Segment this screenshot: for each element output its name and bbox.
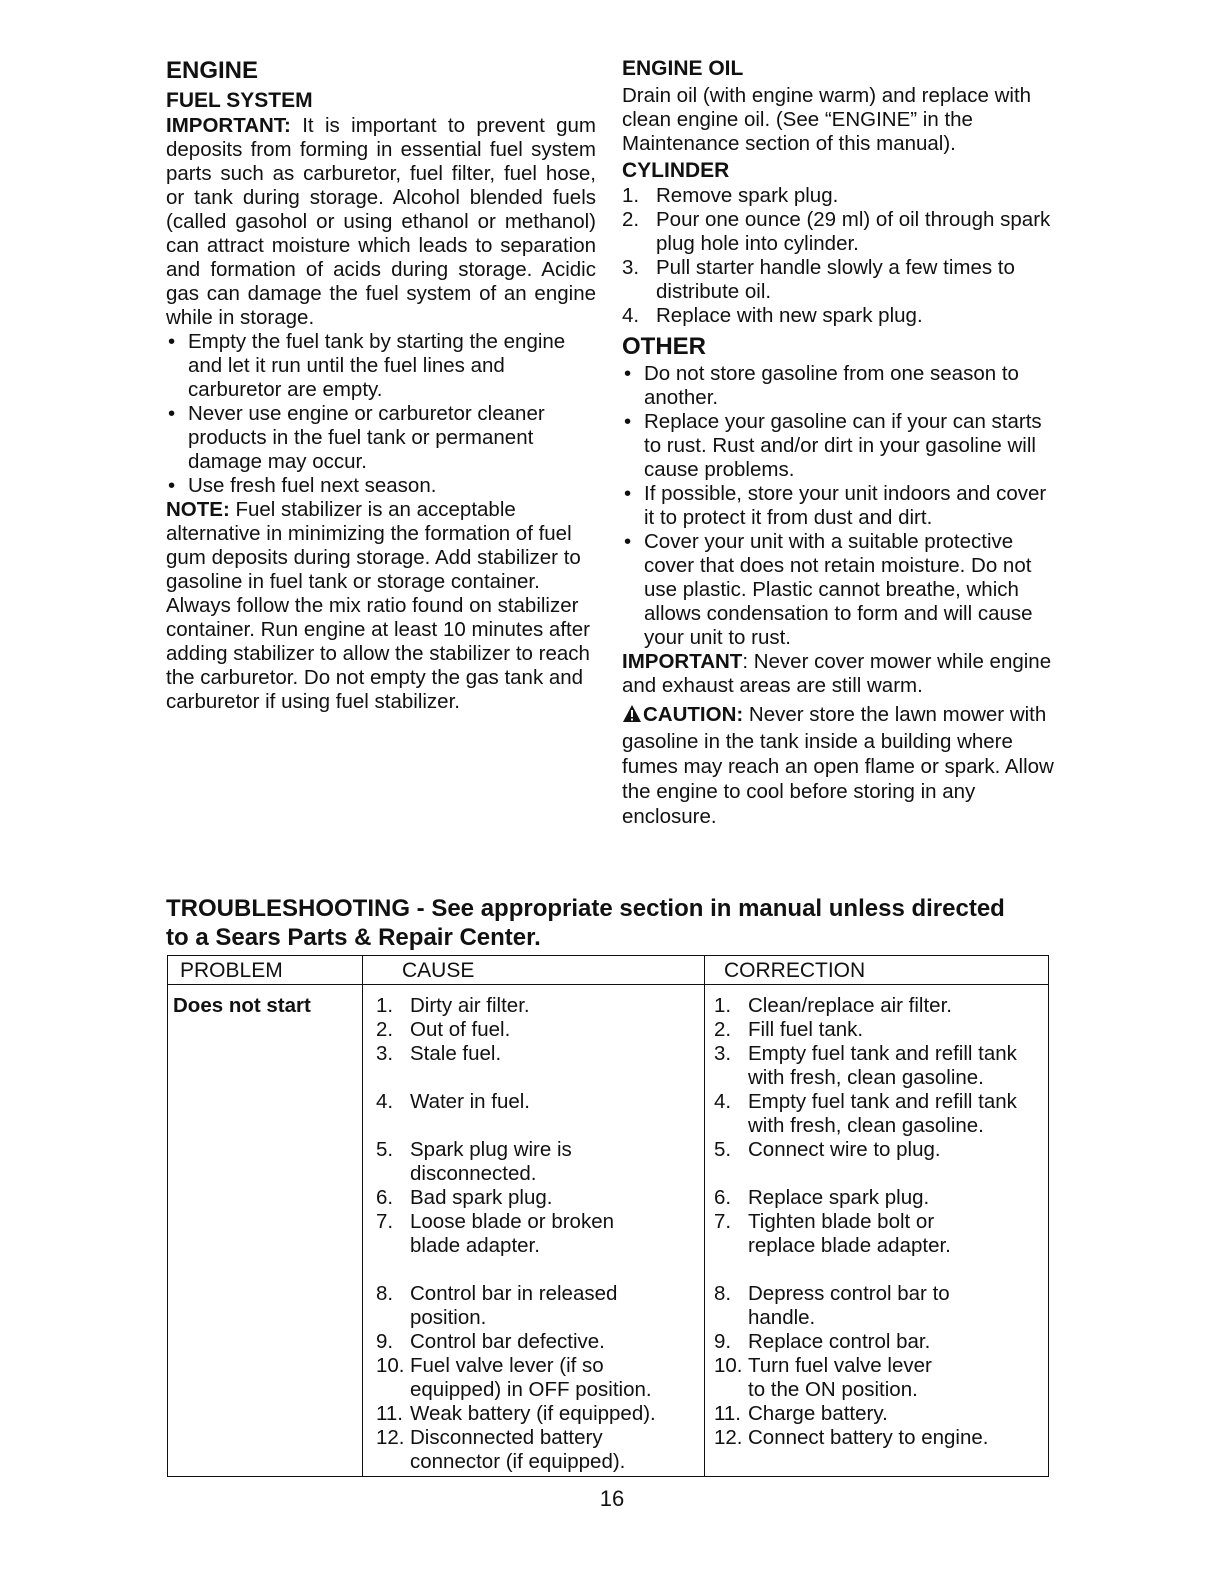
cylinder-steps: [622, 184, 1054, 328]
item-text: disconnected.: [410, 1162, 537, 1185]
item-text: Empty fuel tank and refill tank: [748, 1090, 1017, 1113]
bullet-icon: •: [168, 330, 176, 353]
item-number: 11.: [714, 1402, 741, 1425]
list-item: [166, 330, 596, 402]
item-number: 3.: [714, 1042, 732, 1065]
item-text: Out of fuel.: [410, 1018, 511, 1041]
left-column: [166, 56, 596, 714]
item-text: replace blade adapter.: [748, 1234, 951, 1257]
item-number: 2.: [376, 1018, 394, 1041]
caution-paragraph: [622, 702, 1054, 829]
item-text: Control bar in released: [410, 1282, 618, 1305]
list-item: [622, 410, 1054, 482]
item-number: 11.: [376, 1402, 403, 1425]
item-text: with fresh, clean gasoline.: [748, 1066, 984, 1089]
item-number: 2.: [714, 1018, 732, 1041]
item-number: 7.: [714, 1210, 732, 1233]
column-divider: [362, 956, 363, 1476]
important-text: : Never cover mower while engine and exhaust areas are still warm.: [622, 650, 1052, 697]
item-text: Stale fuel.: [410, 1042, 502, 1065]
item-number: 1.: [376, 994, 394, 1017]
list-item: [622, 184, 1054, 208]
bullet-icon: •: [624, 530, 632, 553]
bullet-text: Do not store gasoline from one season to another.: [644, 362, 1019, 409]
bullet-text: Never use engine or carburetor cleaner products in the fuel tank or permanent damage may occur.: [188, 402, 545, 473]
header-divider: [168, 984, 1048, 985]
item-text: Weak battery (if equipped).: [410, 1402, 656, 1425]
important-label: IMPORTANT:: [166, 114, 291, 137]
item-text: with fresh, clean gasoline.: [748, 1114, 984, 1137]
item-text: Turn fuel valve lever: [748, 1354, 932, 1377]
caution-text: Never store the lawn mower with gasoline in the tank inside a building where fumes may reach an open flame or spark. Allow the engine to cool before storing in any enclosure.: [622, 703, 1054, 828]
bullet-icon: •: [168, 402, 176, 425]
step-text: Pour one ounce (29 ml) of oil through spark plug hole into cylinder.: [656, 208, 1051, 255]
bullet-text: Use fresh fuel next season.: [188, 474, 437, 497]
important-text: It is important to prevent gum deposits from forming in essential fuel system parts such as carburetor, fuel filter, fuel hose, or tank during storage. Alcohol blended fuels (called gasohol or using ethanol or methanol) can attract moisture which leads to separation and formation of acids during storage. Acidic gas can damage the fuel system of an engine while in storage.: [166, 114, 596, 329]
bullet-icon: •: [624, 410, 632, 433]
bullet-icon: •: [624, 482, 632, 505]
item-text: Water in fuel.: [410, 1090, 531, 1113]
problem-does-not-start: Does not start: [173, 994, 311, 1017]
fuel-important-paragraph: [166, 114, 596, 330]
item-number: 10.: [714, 1354, 743, 1377]
list-item: [166, 474, 596, 498]
item-text: handle.: [748, 1306, 816, 1329]
bullet-text: Cover your unit with a suitable protective cover that does not retain moisture. Do not use plastic. Plastic cannot breathe, which allows condensation to form and will cause your unit to rust.: [644, 530, 1033, 649]
list-item: [622, 304, 1054, 328]
step-number: 2.: [622, 208, 640, 231]
item-number: 7.: [376, 1210, 394, 1233]
item-text: Fuel valve lever (if so: [410, 1354, 604, 1377]
item-text: Disconnected battery: [410, 1426, 603, 1449]
bullet-text: If possible, store your unit indoors and cover it to protect it from dust and dirt.: [644, 482, 1047, 529]
list-item: [166, 402, 596, 474]
engine-oil-paragraph: Drain oil (with engine warm) and replace with clean engine oil. (See “ENGINE” in the Maintenance section of this manual).: [622, 84, 1032, 155]
list-item: [622, 256, 1054, 304]
item-text: Fill fuel tank.: [748, 1018, 864, 1041]
step-text: Replace with new spark plug.: [656, 304, 923, 327]
other-important-paragraph: [622, 650, 1054, 698]
caution-warning-icon: [622, 704, 642, 729]
item-text: Empty fuel tank and refill tank: [748, 1042, 1017, 1065]
bullet-icon: •: [168, 474, 176, 497]
item-number: 4.: [376, 1090, 394, 1113]
cylinder-heading: CYLINDER: [622, 159, 730, 182]
item-text: Control bar defective.: [410, 1330, 605, 1353]
item-number: 9.: [376, 1330, 394, 1353]
item-text: Spark plug wire is: [410, 1138, 572, 1161]
caution-label: CAUTION:: [643, 703, 744, 726]
item-text: to the ON position.: [748, 1378, 918, 1401]
column-divider: [704, 956, 705, 1476]
step-number: 1.: [622, 184, 640, 207]
bullet-icon: •: [624, 362, 632, 385]
item-number: 10.: [376, 1354, 405, 1377]
step-number: 3.: [622, 256, 640, 279]
item-text: Charge battery.: [748, 1402, 888, 1425]
engine-oil-heading: ENGINE OIL: [622, 57, 744, 80]
item-number: 3.: [376, 1042, 394, 1065]
item-number: 5.: [376, 1138, 394, 1161]
bullet-text: Replace your gasoline can if your can starts to rust. Rust and/or dirt in your gasoline will cause problems.: [644, 410, 1042, 481]
troubleshooting-table: [167, 955, 1049, 1477]
item-number: 12.: [714, 1426, 743, 1449]
step-number: 4.: [622, 304, 640, 327]
item-number: 12.: [376, 1426, 405, 1449]
item-number: 4.: [714, 1090, 732, 1113]
step-text: Pull starter handle slowly a few times to distribute oil.: [656, 256, 1015, 303]
item-text: equipped) in OFF position.: [410, 1378, 652, 1401]
note-text: Fuel stabilizer is an acceptable alternative in minimizing the formation of fuel gum deposits during storage. Add stabilizer to gasoline in fuel tank or storage container. Always follow the mix ratio found on stabilizer container. Run engine at least 10 minutes after adding stabilizer to allow the stabilizer to reach the carburetor. Do not empty the gas tank and carburetor if using fuel stabilizer.: [166, 498, 590, 713]
item-number: 5.: [714, 1138, 732, 1161]
item-text: Bad spark plug.: [410, 1186, 553, 1209]
list-item: [622, 362, 1054, 410]
item-text: Connect battery to engine.: [748, 1426, 989, 1449]
fuel-bullet-list: [166, 330, 596, 498]
item-number: 6.: [714, 1186, 732, 1209]
fuel-system-heading: FUEL SYSTEM: [166, 89, 313, 112]
item-text: Replace control bar.: [748, 1330, 931, 1353]
troubleshooting-title-line2: to a Sears Parts & Repair Center.: [166, 924, 541, 951]
item-text: connector (if equipped).: [410, 1450, 626, 1473]
other-heading: OTHER: [622, 333, 706, 360]
header-correction: CORRECTION: [724, 959, 866, 982]
list-item: [622, 482, 1054, 530]
item-text: Connect wire to plug.: [748, 1138, 941, 1161]
header-cause: CAUSE: [402, 959, 475, 982]
item-number: 8.: [714, 1282, 732, 1305]
page-number: 16: [599, 1486, 625, 1511]
item-text: Depress control bar to: [748, 1282, 950, 1305]
item-text: Loose blade or broken: [410, 1210, 615, 1233]
item-number: 8.: [376, 1282, 394, 1305]
item-text: Dirty air filter.: [410, 994, 530, 1017]
item-text: blade adapter.: [410, 1234, 540, 1257]
list-item: [622, 208, 1054, 256]
item-text: position.: [410, 1306, 487, 1329]
important-label: IMPORTANT: [622, 650, 743, 673]
bullet-text: Empty the fuel tank by starting the engine and let it run until the fuel lines and carburetor are empty.: [188, 330, 566, 401]
item-text: Clean/replace air filter.: [748, 994, 952, 1017]
item-text: Tighten blade bolt or: [748, 1210, 935, 1233]
list-item: [622, 530, 1054, 650]
header-problem: PROBLEM: [180, 959, 283, 982]
item-number: 1.: [714, 994, 732, 1017]
item-number: 6.: [376, 1186, 394, 1209]
item-text: Replace spark plug.: [748, 1186, 930, 1209]
engine-heading: ENGINE: [166, 57, 259, 84]
troubleshooting-title-line1: TROUBLESHOOTING - See appropriate section in manual unless directed: [166, 895, 1005, 922]
step-text: Remove spark plug.: [656, 184, 839, 207]
note-label: NOTE:: [166, 498, 230, 521]
right-column: [622, 56, 1054, 829]
item-number: 9.: [714, 1330, 732, 1353]
other-bullet-list: [622, 362, 1054, 650]
note-paragraph: [166, 498, 596, 714]
troubleshooting-title: [166, 894, 1066, 952]
